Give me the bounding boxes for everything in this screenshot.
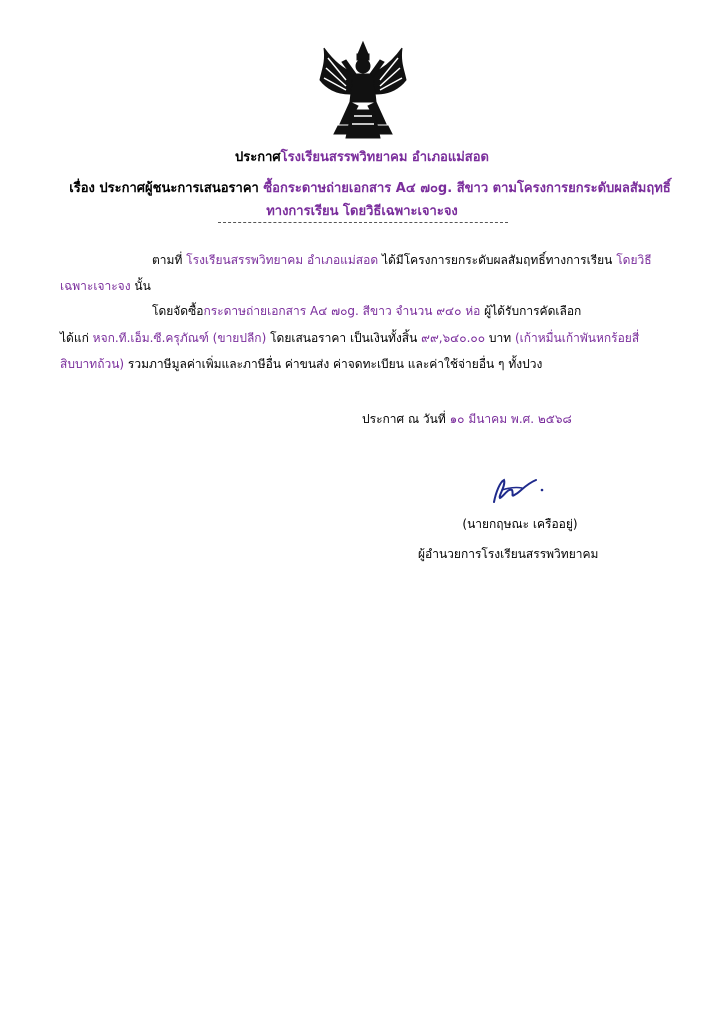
- signatory-position: ผู้อำนวยการโรงเรียนสรรพวิทยาคม: [418, 547, 599, 561]
- subject-item: ซื้อกระดาษถ่ายเอกสาร A๔ ๗๐g. สีขาว ตามโครงการยกระดับผลสัมฤทธิ์: [263, 181, 671, 196]
- announcement-subject: เรื่อง ประกาศผู้ชนะการเสนอราคา ซื้อกระดาษถ่ายเอกสาร A๔ ๗๐g. สีขาว ตามโครงการยกระดับผลสัมฤทธิ์: [69, 181, 671, 196]
- date-value: ๑๐ มีนาคม พ.ศ. ๒๕๖๘: [449, 412, 572, 426]
- paragraph-1-line-1: ตามที่ โรงเรียนสรรพวิทยาคม อำเภอแม่สอด ได้มีโครงการยกระดับผลสัมฤทธิ์ทางการเรียน โดยวิธี: [152, 253, 652, 267]
- dashed-divider: [218, 222, 508, 223]
- paragraph-2-line-2: ได้แก่ หจก.ที.เอ็ม.ซี.ครุภัณฑ์ (ขายปลีก) โดยเสนอราคา เป็นเงินทั้งสิ้น ๙๙,๖๔๐.๐๐ บาท (เก้าหมื่นเก้าพันหกร้อยสี่: [60, 331, 640, 345]
- signatory-name: (นายกฤษณะ เครืออยู่): [462, 517, 578, 531]
- paragraph-2-line-3: สิบบาทถ้วน) รวมภาษีมูลค่าเพิ่มและภาษีอื่น ค่าขนส่ง ค่าจดทะเบียน และค่าใช้จ่ายอื่น ๆ ทั้งปวง: [60, 357, 543, 371]
- announcement-subject-cont: ทางการเรียน โดยวิธีเฉพาะเจาะจง: [266, 204, 458, 219]
- school-name: โรงเรียนสรรพวิทยาคม อำเภอแม่สอด: [280, 150, 489, 165]
- paragraph-2-line-1: โดยจัดซื้อกระดาษถ่ายเอกสาร A๔ ๗๐g. สีขาว จำนวน ๙๔๐ ห่อ ผู้ได้รับการคัดเลือก: [152, 304, 582, 318]
- announcement-title: ประกาศโรงเรียนสรรพวิทยาคม อำเภอแม่สอด: [235, 150, 489, 165]
- handwritten-signature: [486, 472, 546, 508]
- garuda-emblem: [316, 40, 410, 144]
- announcement-date: ประกาศ ณ วันที่ ๑๐ มีนาคม พ.ศ. ๒๕๖๘: [362, 412, 572, 426]
- paragraph-1-line-2: เฉพาะเจาะจง นั้น: [60, 279, 151, 293]
